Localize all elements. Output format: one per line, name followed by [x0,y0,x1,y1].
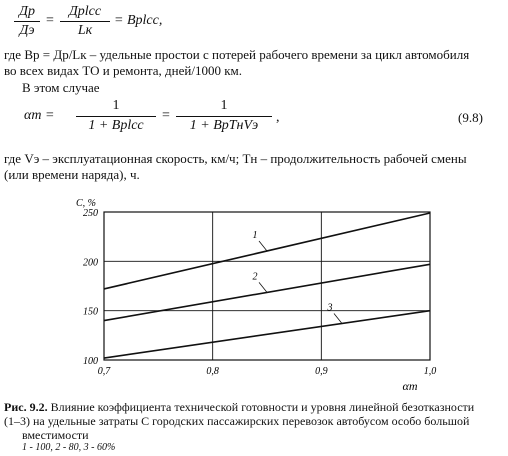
paragraph-1-line-2: во всех видах ТО и ремонта, дней/1000 км. [4,63,242,78]
series-line-3 [104,311,430,358]
y-tick-label: 100 [83,356,98,367]
y-axis-label: С, % [76,198,96,209]
x-tick-label: 0,7 [97,366,111,377]
line-chart [0,192,508,392]
paragraph-3-line-2: (или времени наряда), ч. [4,167,140,182]
alpha-tail: , [276,110,280,125]
y-tick-label: 200 [83,257,98,269]
x-tick-label: 0,8 [206,366,219,377]
series-label-1: 1 [252,229,258,241]
y-tick-label: 150 [83,306,98,318]
frac-mid-den: Lк [77,23,93,38]
caption-line-2: (1–3) на удельные затраты С городских пассажирских перевозок автобусом особо большой [4,414,470,428]
paragraph-3-line-1: где Vэ – эксплуатационная скорость, км/ч; Тн – продолжительность рабочей смены [4,151,467,166]
series-label-3: 3 [327,302,333,314]
equation-number: (9.8) [458,110,483,125]
y-tick-label: 250 [83,208,98,219]
frac-mid-bar [60,21,110,22]
alpha-num-1: 1 [112,98,120,113]
alpha-bar-2 [176,116,272,117]
series-line-1 [104,213,430,289]
alpha-den-2: 1 + ВрТнVэ [189,118,259,133]
alpha-lhs: αт = [24,108,55,123]
caption-text-1: Влияние коэффициента технической готовности и уровня линейной безотказности [50,400,475,414]
series-label-2: 2 [252,271,258,283]
x-tick-label: 1,0 [423,366,437,377]
formula-rhs: = Врlcc, [114,13,163,28]
caption-line-3: вместимости [22,428,89,442]
plot-frame [104,212,430,360]
series-leader-2 [259,282,267,292]
caption-label: Рис. 9.2. [4,400,48,414]
alpha-equals: = [162,108,170,123]
alpha-bar-1 [76,116,156,117]
alpha-den-1: 1 + Врlcc [88,118,144,133]
frac-lhs-den: Дэ [19,23,35,38]
paragraph-1-line-1: где Вр = Др/Lк – удельные простои с потерей рабочего времени за цикл автомобиля [4,47,470,62]
x-axis-label: αт [402,379,418,392]
frac-mid-num: Дрlcc [68,4,102,19]
x-tick-label: 0,9 [315,366,328,377]
frac-lhs-num: Др [19,4,35,19]
frac-lhs-bar [14,21,40,22]
series-leader-1 [259,241,267,251]
alpha-num-2: 1 [220,98,228,113]
caption-line-1 [4,400,474,414]
caption-legend: 1 - 100, 2 - 80, 3 - 60% [22,442,116,453]
series-leader-3 [334,313,342,323]
paragraph-2: В этом случае [22,80,100,95]
equals-sign-1: = [46,13,54,28]
